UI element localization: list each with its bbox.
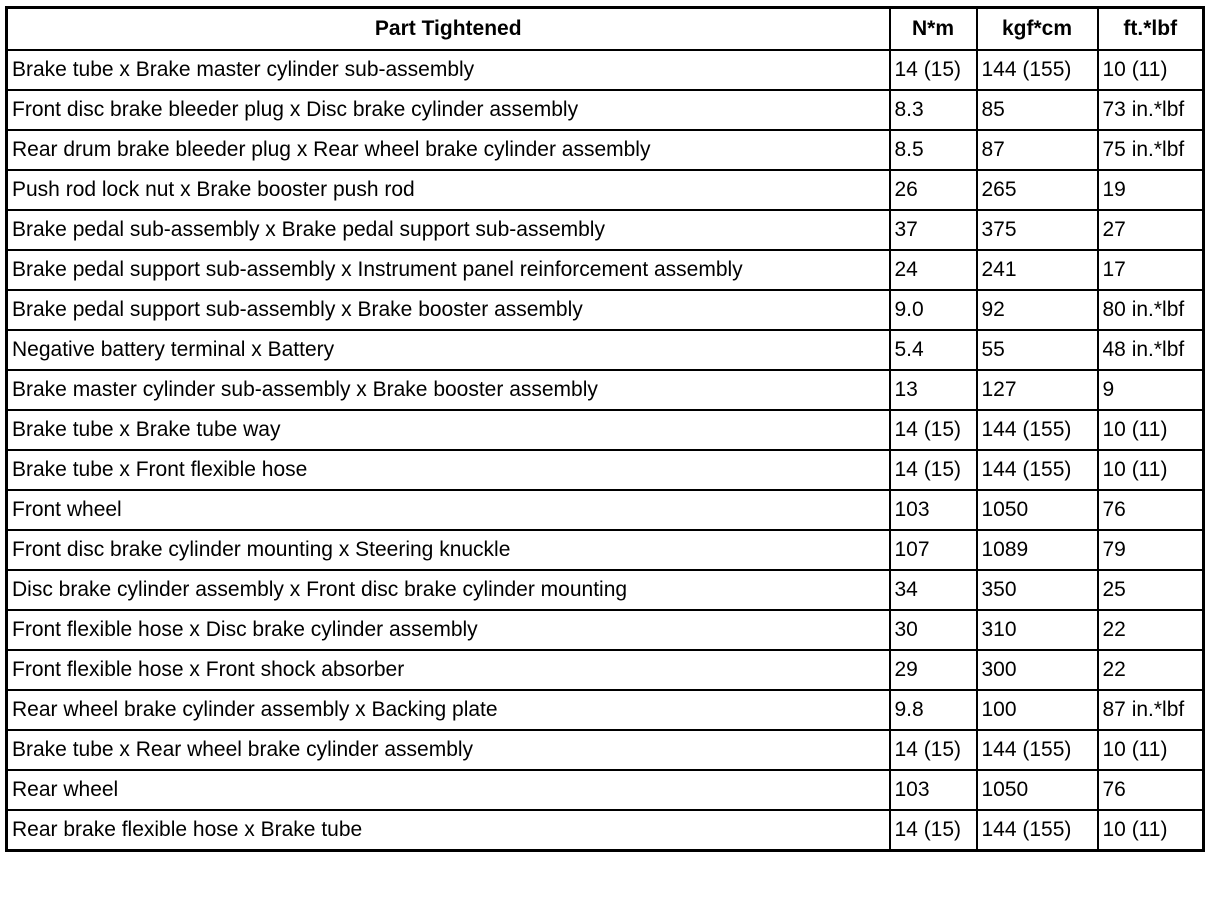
table-row	[7, 370, 1204, 410]
cell-ftlbf: 25	[1098, 570, 1204, 610]
torque-table-container	[5, 6, 1202, 852]
table-row	[7, 730, 1204, 770]
cell-nm: 8.5	[890, 130, 977, 170]
cell-ftlbf: 10 (11)	[1098, 730, 1204, 770]
cell-part-tightened: Brake master cylinder sub-assembly x Brake booster assembly	[7, 370, 890, 410]
cell-nm: 8.3	[890, 90, 977, 130]
cell-nm: 34	[890, 570, 977, 610]
cell-ftlbf: 79	[1098, 530, 1204, 570]
table-row	[7, 490, 1204, 530]
cell-part-tightened: Front flexible hose x Disc brake cylinder assembly	[7, 610, 890, 650]
cell-ftlbf: 27	[1098, 210, 1204, 250]
table-row	[7, 770, 1204, 810]
cell-kgfcm: 87	[977, 130, 1098, 170]
cell-kgfcm: 144 (155)	[977, 450, 1098, 490]
table-row	[7, 810, 1204, 851]
cell-nm: 14 (15)	[890, 810, 977, 851]
cell-kgfcm: 127	[977, 370, 1098, 410]
cell-kgfcm: 300	[977, 650, 1098, 690]
cell-ftlbf: 10 (11)	[1098, 810, 1204, 851]
table-row	[7, 170, 1204, 210]
cell-kgfcm: 1050	[977, 490, 1098, 530]
cell-nm: 14 (15)	[890, 410, 977, 450]
table-row	[7, 130, 1204, 170]
cell-ftlbf: 10 (11)	[1098, 50, 1204, 90]
cell-part-tightened: Rear drum brake bleeder plug x Rear wheel brake cylinder assembly	[7, 130, 890, 170]
table-row	[7, 530, 1204, 570]
table-row	[7, 330, 1204, 370]
cell-nm: 9.8	[890, 690, 977, 730]
torque-specification-table	[5, 6, 1205, 852]
cell-part-tightened: Front wheel	[7, 490, 890, 530]
cell-part-tightened: Brake pedal support sub-assembly x Instrument panel reinforcement assembly	[7, 250, 890, 290]
cell-kgfcm: 375	[977, 210, 1098, 250]
cell-nm: 103	[890, 490, 977, 530]
cell-nm: 14 (15)	[890, 450, 977, 490]
cell-part-tightened: Negative battery terminal x Battery	[7, 330, 890, 370]
cell-ftlbf: 10 (11)	[1098, 450, 1204, 490]
cell-ftlbf: 19	[1098, 170, 1204, 210]
cell-nm: 26	[890, 170, 977, 210]
table-row	[7, 50, 1204, 90]
cell-part-tightened: Front disc brake cylinder mounting x Steering knuckle	[7, 530, 890, 570]
cell-part-tightened: Rear brake flexible hose x Brake tube	[7, 810, 890, 851]
cell-part-tightened: Brake pedal sub-assembly x Brake pedal support sub-assembly	[7, 210, 890, 250]
cell-part-tightened: Rear wheel	[7, 770, 890, 810]
cell-kgfcm: 1089	[977, 530, 1098, 570]
cell-kgfcm: 310	[977, 610, 1098, 650]
cell-nm: 9.0	[890, 290, 977, 330]
cell-ftlbf: 48 in.*lbf	[1098, 330, 1204, 370]
cell-part-tightened: Disc brake cylinder assembly x Front disc brake cylinder mounting	[7, 570, 890, 610]
table-row	[7, 650, 1204, 690]
table-body	[7, 50, 1204, 851]
cell-ftlbf: 17	[1098, 250, 1204, 290]
cell-nm: 103	[890, 770, 977, 810]
cell-part-tightened: Brake tube x Brake tube way	[7, 410, 890, 450]
cell-ftlbf: 76	[1098, 490, 1204, 530]
table-row	[7, 570, 1204, 610]
header-kgfcm: kgf*cm	[977, 8, 1098, 51]
cell-part-tightened: Front disc brake bleeder plug x Disc brake cylinder assembly	[7, 90, 890, 130]
cell-ftlbf: 10 (11)	[1098, 410, 1204, 450]
cell-part-tightened: Brake tube x Front flexible hose	[7, 450, 890, 490]
cell-kgfcm: 55	[977, 330, 1098, 370]
table-row	[7, 290, 1204, 330]
cell-kgfcm: 144 (155)	[977, 50, 1098, 90]
cell-kgfcm: 350	[977, 570, 1098, 610]
table-row	[7, 610, 1204, 650]
cell-kgfcm: 241	[977, 250, 1098, 290]
cell-nm: 13	[890, 370, 977, 410]
header-nm: N*m	[890, 8, 977, 51]
cell-nm: 29	[890, 650, 977, 690]
cell-ftlbf: 75 in.*lbf	[1098, 130, 1204, 170]
cell-part-tightened: Brake tube x Brake master cylinder sub-assembly	[7, 50, 890, 90]
table-header-row	[7, 8, 1204, 51]
cell-ftlbf: 9	[1098, 370, 1204, 410]
cell-part-tightened: Rear wheel brake cylinder assembly x Backing plate	[7, 690, 890, 730]
cell-kgfcm: 144 (155)	[977, 810, 1098, 851]
cell-kgfcm: 1050	[977, 770, 1098, 810]
cell-nm: 5.4	[890, 330, 977, 370]
cell-part-tightened: Brake pedal support sub-assembly x Brake booster assembly	[7, 290, 890, 330]
table-row	[7, 690, 1204, 730]
header-ftlbf: ft.*lbf	[1098, 8, 1204, 51]
cell-kgfcm: 265	[977, 170, 1098, 210]
cell-kgfcm: 100	[977, 690, 1098, 730]
cell-kgfcm: 85	[977, 90, 1098, 130]
cell-kgfcm: 144 (155)	[977, 730, 1098, 770]
table-row	[7, 90, 1204, 130]
cell-kgfcm: 144 (155)	[977, 410, 1098, 450]
cell-part-tightened: Push rod lock nut x Brake booster push rod	[7, 170, 890, 210]
cell-ftlbf: 87 in.*lbf	[1098, 690, 1204, 730]
cell-nm: 37	[890, 210, 977, 250]
cell-kgfcm: 92	[977, 290, 1098, 330]
cell-nm: 107	[890, 530, 977, 570]
table-row	[7, 210, 1204, 250]
cell-ftlbf: 22	[1098, 610, 1204, 650]
cell-part-tightened: Brake tube x Rear wheel brake cylinder assembly	[7, 730, 890, 770]
cell-nm: 24	[890, 250, 977, 290]
cell-nm: 14 (15)	[890, 730, 977, 770]
cell-ftlbf: 22	[1098, 650, 1204, 690]
header-part-tightened: Part Tightened	[7, 8, 890, 51]
table-row	[7, 450, 1204, 490]
table-row	[7, 410, 1204, 450]
cell-nm: 30	[890, 610, 977, 650]
cell-ftlbf: 73 in.*lbf	[1098, 90, 1204, 130]
cell-ftlbf: 80 in.*lbf	[1098, 290, 1204, 330]
cell-part-tightened: Front flexible hose x Front shock absorber	[7, 650, 890, 690]
table-row	[7, 250, 1204, 290]
cell-nm: 14 (15)	[890, 50, 977, 90]
cell-ftlbf: 76	[1098, 770, 1204, 810]
